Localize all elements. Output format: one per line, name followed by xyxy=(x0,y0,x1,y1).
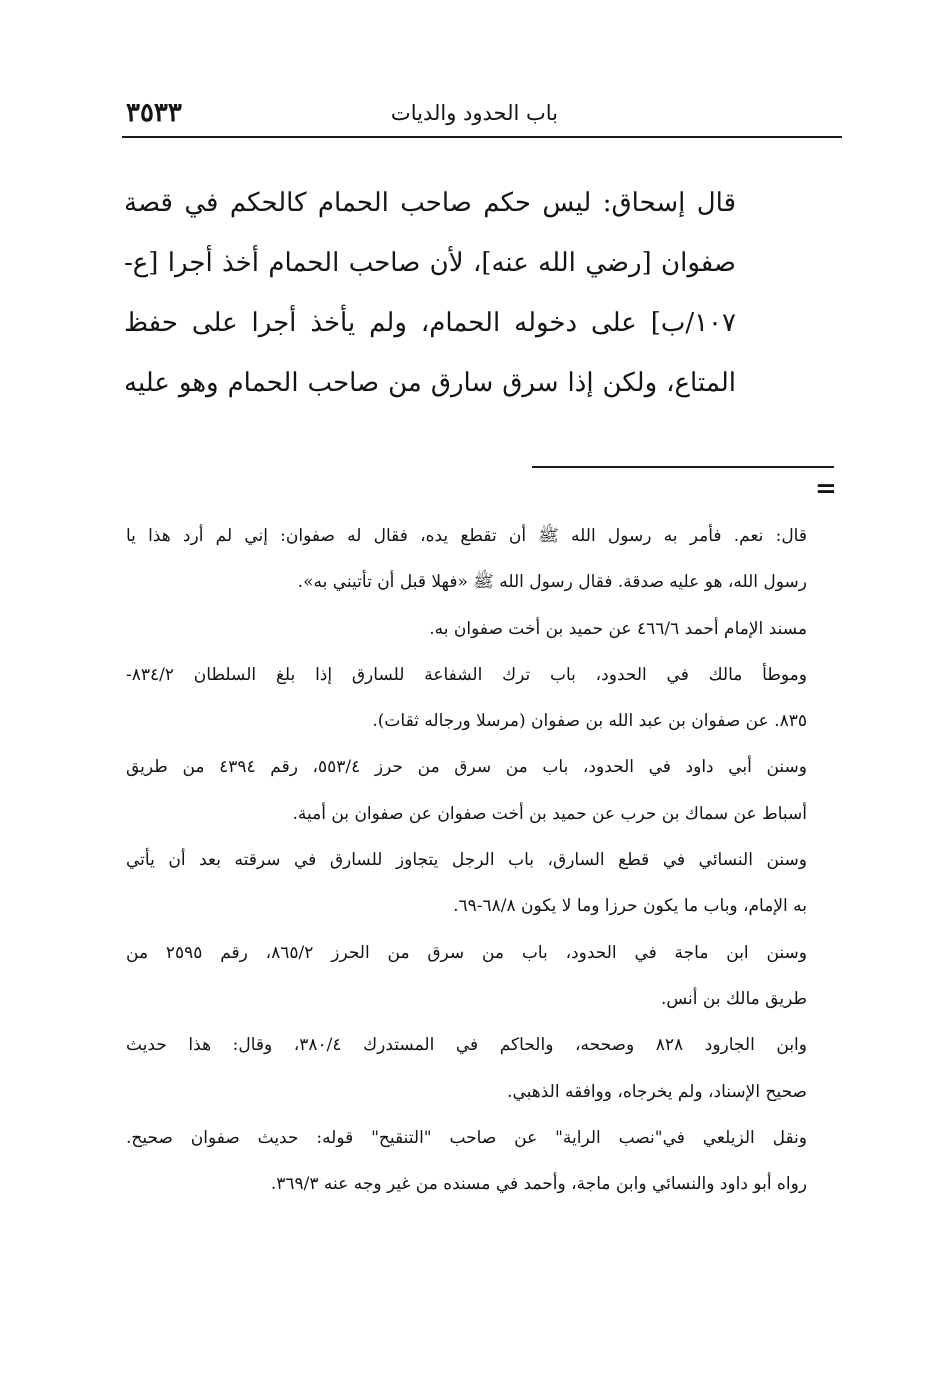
footnote-separator xyxy=(532,466,834,468)
running-head: باب الحدود والديات xyxy=(390,101,558,125)
main-text-line: ١٠٧/ب] على دخوله الحمام، ولم يأخذ أجرا على حفظ xyxy=(124,308,736,338)
footnote-line: وسنن ابن ماجة في الحدود، باب من سرق من الحرز ٨٦٥/٢، رقم ٢٥٩٥ من xyxy=(126,942,807,963)
header-rule xyxy=(122,136,842,138)
footnotes xyxy=(126,519,807,1213)
footnote-line: صحيح الإسناد، ولم يخرجاه، ووافقه الذهبي. xyxy=(507,1081,807,1102)
main-text xyxy=(124,178,736,418)
footnote-line: ونقل الزيلعي في"نصب الراية" عن صاحب "التنقيح" قوله: حديث صفوان صحيح. xyxy=(126,1127,807,1148)
main-text-line: المتاع، ولكن إذا سرق سارق من صاحب الحمام وهو عليه xyxy=(124,368,736,398)
footnote-line: مسند الإمام أحمد ٤٦٦/٦ عن حميد بن أخت صفوان به. xyxy=(429,618,807,639)
footnote-line: أسباط عن سماك بن حرب عن حميد بن أخت صفوان عن صفوان بن أمية. xyxy=(292,803,807,824)
page-number: ٣٥٣٣ xyxy=(126,98,182,128)
footnote-continuation-marker: = xyxy=(815,474,837,504)
footnote-line: طريق مالك بن أنس. xyxy=(660,988,807,1009)
page-header xyxy=(122,96,838,132)
footnote-line: وموطأ مالك في الحدود، باب ترك الشفاعة للسارق إذا بلغ السلطان ٨٣٤/٢- xyxy=(126,664,807,685)
footnote-line: ٨٣٥. عن صفوان بن عبد الله بن صفوان (مرسلا ورجاله ثقات). xyxy=(372,711,807,732)
footnote-line: قال: نعم. فأمر به رسول الله ﷺ أن تقطع يده، فقال له صفوان: إني لم أرد هذا يا xyxy=(126,526,807,546)
main-text-line: قال إسحاق: ليس حكم صاحب الحمام كالحكم في قصة xyxy=(124,188,736,218)
footnote-line: وسنن النسائي في قطع السارق، باب الرجل يتجاوز للسارق في سرقته بعد أن يأتي xyxy=(126,850,807,871)
footnote-line: وسنن أبي داود في الحدود، باب من سرق من حرز ٥٥٣/٤، رقم ٤٣٩٤ من طريق xyxy=(126,757,807,778)
main-text-line: صفوان [رضي الله عنه]، لأن صاحب الحمام أخذ أجرا [ع- xyxy=(124,248,736,278)
footnote-line: به الإمام، وباب ما يكون حرزا وما لا يكون ٦٨/٨-٦٩. xyxy=(453,896,807,917)
footnote-line: رواه أبو داود والنسائي وابن ماجة، وأحمد في مسنده من غير وجه عنه ٣٦٩/٣. xyxy=(270,1174,807,1195)
footnote-line: رسول الله، هو عليه صدقة. فقال رسول الله ﷺ «فهلا قبل أن تأتيني به». xyxy=(297,572,807,593)
footnote-line: وابن الجارود ٨٢٨ وصححه، والحاكم في المستدرك ٣٨٠/٤، وقال: هذا حديث xyxy=(126,1035,807,1056)
